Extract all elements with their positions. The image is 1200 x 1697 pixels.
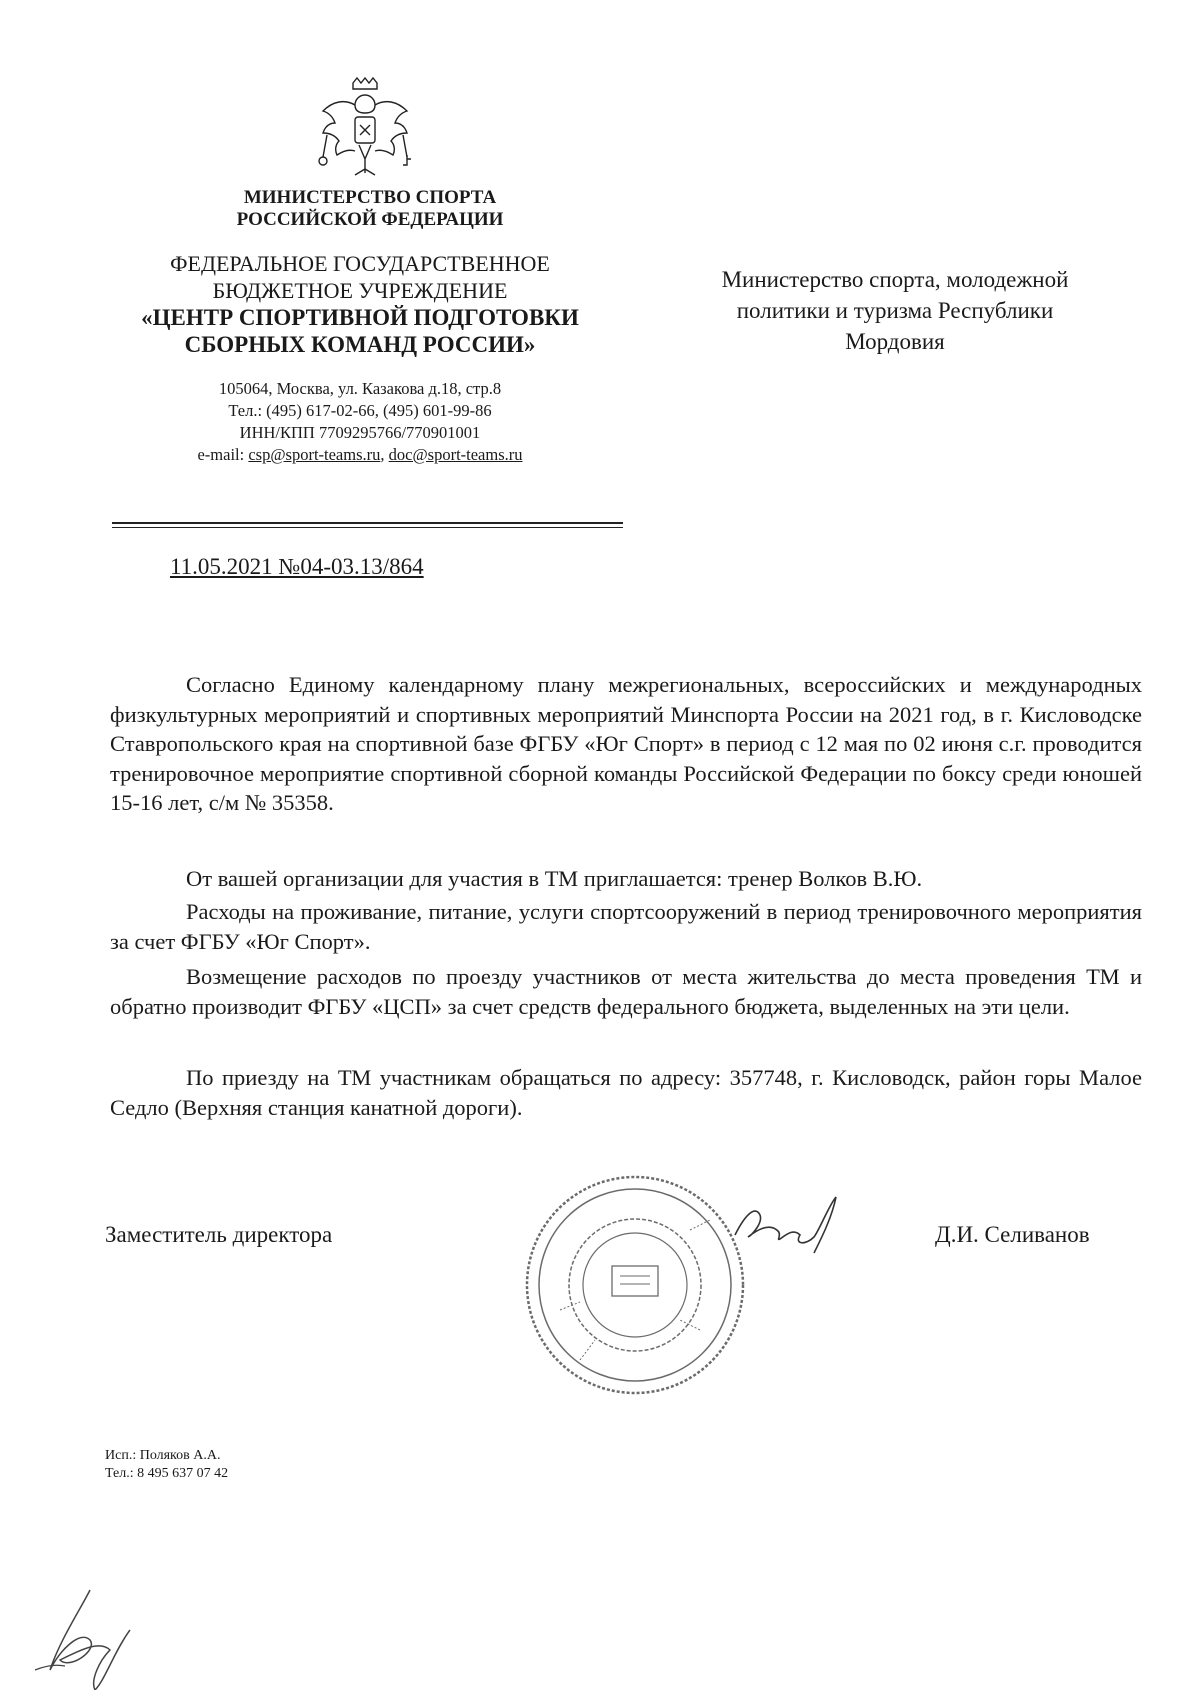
header-divider xyxy=(112,522,623,524)
signer-position: Заместитель директора xyxy=(105,1222,333,1247)
recipient-line3: Мордовия xyxy=(845,329,945,354)
body-paragraph-3: Расходы на проживание, питание, услуги спортсооружений в период тренировочного мероприятия за счет ФГБУ «Юг Спорт». xyxy=(110,899,1142,954)
org-email xyxy=(110,444,610,466)
body-paragraph-1: Согласно Единому календарному плану межрегиональных, всероссийских и международных физкультурных мероприятий и спортивных мероприятий Минспорта России на 2021 год, в г. Кисловодске Ставропольского края на спортивной базе ФГБУ «Юг Спорт» в период с 12 мая по 02 июня с.г. проводится тренировочное мероприятие спортивной сборной команды Российской Федерации по боксу среди юношей 15-16 лет, с/м № 35358. xyxy=(110,672,1142,815)
coat-of-arms-emblem xyxy=(315,75,415,185)
org-phone: Тел.: (495) 617-02-66, (495) 601-99-86 xyxy=(228,401,492,420)
ministry-title-line2: РОССИЙСКОЙ ФЕДЕРАЦИИ xyxy=(236,209,504,230)
executor-phone: Тел.: 8 495 637 07 42 xyxy=(105,1466,229,1481)
header-divider-thin xyxy=(112,527,623,528)
org-name-line2: БЮДЖЕТНОЕ УЧРЕЖДЕНИЕ xyxy=(212,278,508,303)
org-name-line4: СБОРНЫХ КОМАНД РОССИИ» xyxy=(184,332,536,357)
org-name-line1: ФЕДЕРАЛЬНОЕ ГОСУДАРСТВЕННОЕ xyxy=(170,251,550,276)
body-paragraph-5: По приезду на ТМ участникам обращаться по адресу: 357748, г. Кисловодск, район горы Малое Седло (Верхняя станция канатной дороги). xyxy=(110,1065,1142,1120)
document-reference: 11.05.2021 №04-03.13/864 xyxy=(170,554,424,579)
ministry-title-line1: МИНИСТЕРСТВО СПОРТА xyxy=(243,187,497,208)
executor-name: Исп.: Поляков А.А. xyxy=(105,1448,221,1463)
recipient-line2: политики и туризма Республики xyxy=(736,298,1054,323)
official-stamp xyxy=(520,1170,750,1400)
email-link-doc[interactable]: doc@sport-teams.ru xyxy=(388,445,523,464)
handwritten-signature xyxy=(730,1190,860,1260)
email-link-csp[interactable]: csp@sport-teams.ru xyxy=(248,445,381,464)
signer-name: Д.И. Селиванов xyxy=(935,1222,1090,1247)
handwritten-initials xyxy=(20,1580,160,1690)
email-label: e-mail: xyxy=(197,445,249,464)
body-paragraph-4: Возмещение расходов по проезду участников от места жительства до места проведения ТМ и обратно производит ФГБУ «ЦСП» за счет средств федерального бюджета, выделенных на эти цели. xyxy=(110,964,1142,1019)
org-inn: ИНН/КПП 7709295766/770901001 xyxy=(239,423,481,442)
recipient-line1: Министерство спорта, молодежной xyxy=(721,267,1069,292)
body-paragraph-2: От вашей организации для участия в ТМ приглашается: тренер Волков В.Ю. xyxy=(186,866,923,891)
org-name-line3: «ЦЕНТР СПОРТИВНОЙ ПОДГОТОВКИ xyxy=(141,305,579,330)
org-address: 105064, Москва, ул. Казакова д.18, стр.8 xyxy=(218,379,502,398)
email-separator: , xyxy=(380,445,389,464)
